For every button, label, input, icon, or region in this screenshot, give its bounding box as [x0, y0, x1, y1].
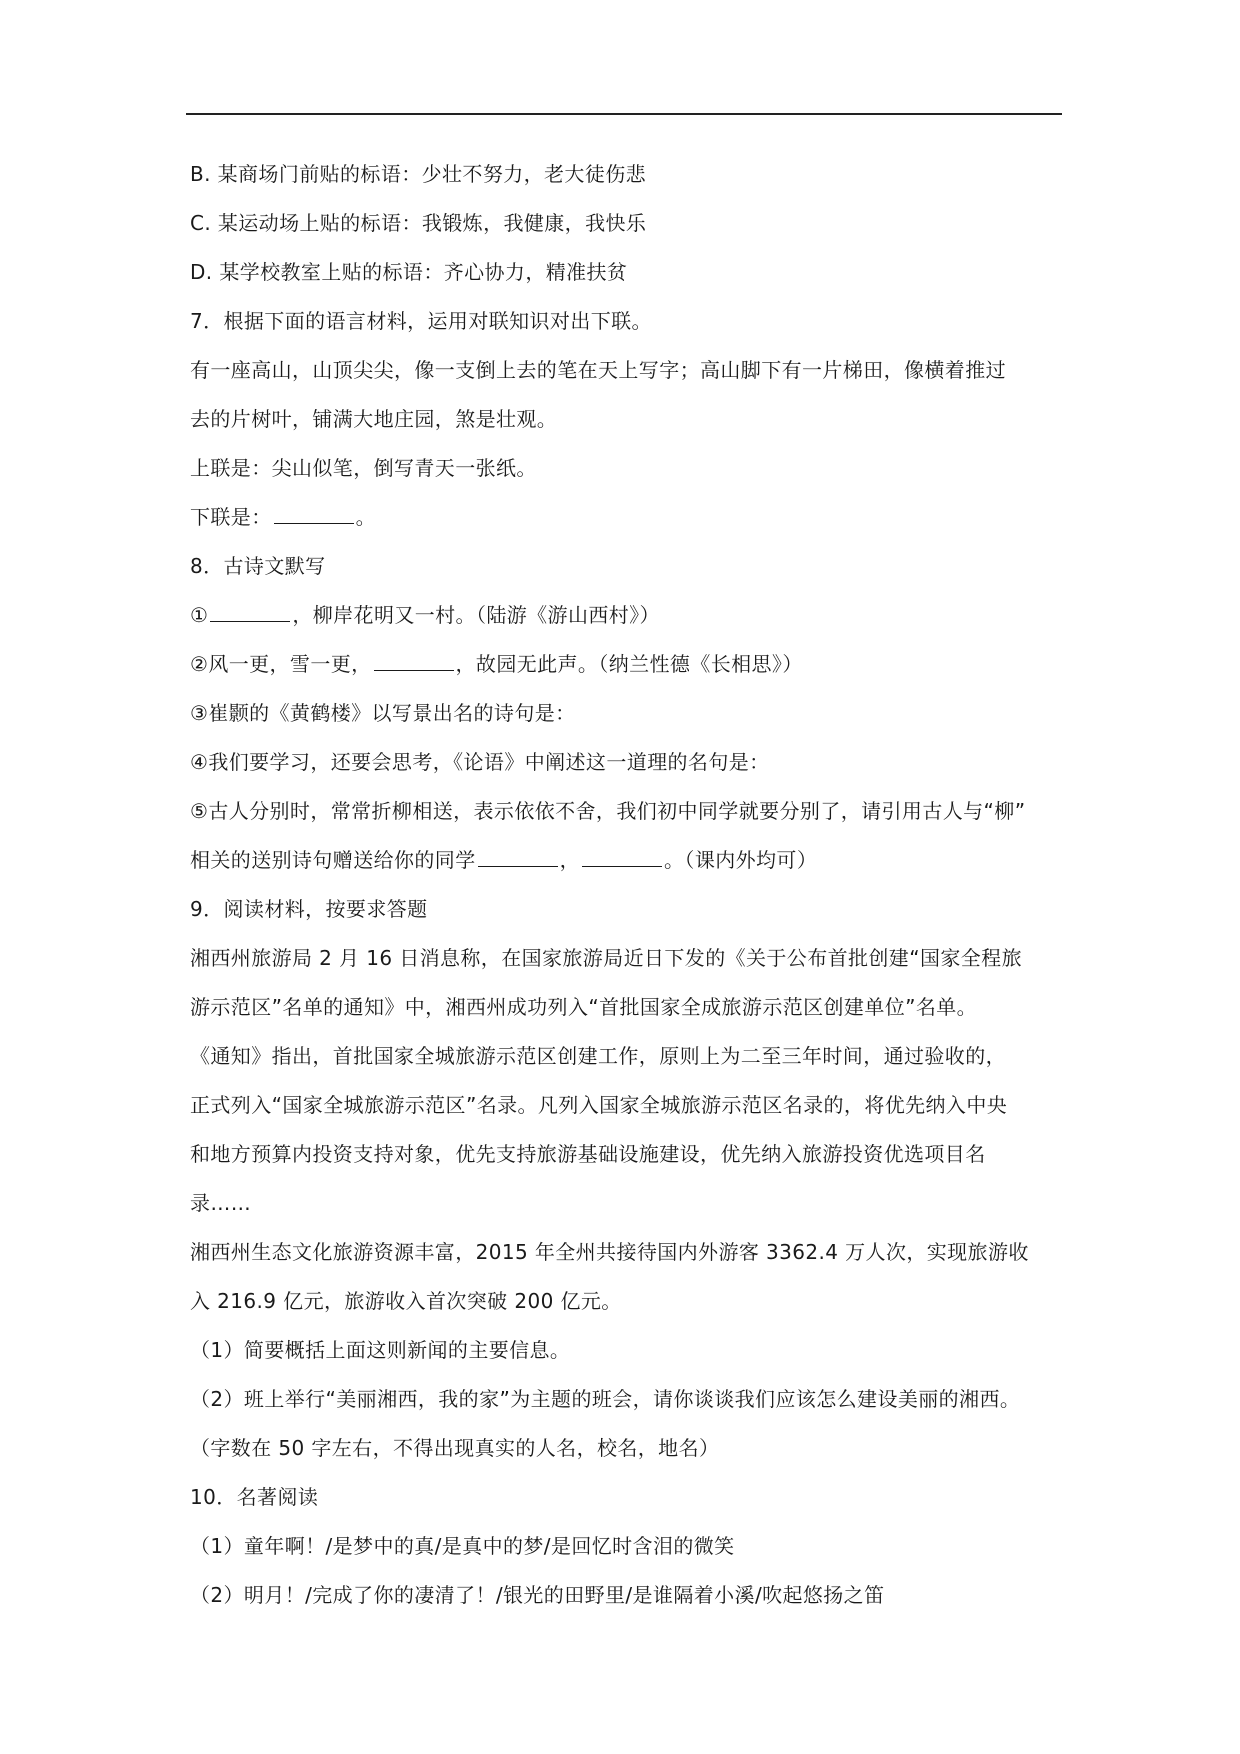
text-segment: D. 某学校教室上贴的标语：齐心协力，精准扶贫 — [190, 260, 628, 284]
text-line — [190, 199, 1060, 248]
text-line — [190, 787, 1060, 836]
text-line — [190, 1424, 1060, 1473]
text-segment: 上联是：尖山似笔，倒写青天一张纸。 — [190, 456, 537, 480]
text-line — [190, 640, 1060, 689]
text-segment: （1）简要概括上面这则新闻的主要信息。 — [190, 1338, 571, 1362]
text-line — [190, 836, 1060, 885]
text-line — [190, 297, 1060, 346]
text-line — [190, 1081, 1060, 1130]
text-segment: 湘西州旅游局 2 月 16 日消息称，在国家旅游局近日下发的《关于公布首批创建“国家全程旅 — [190, 946, 1022, 970]
header-rule — [186, 113, 1062, 115]
text-segment: 游示范区”名单的通知》中，湘西州成功列入“首批国家全成旅游示范区创建单位”名单。 — [190, 995, 978, 1019]
text-line — [190, 591, 1060, 640]
text-segment: 录…… — [190, 1191, 252, 1215]
text-line — [190, 983, 1060, 1032]
text-line — [190, 1522, 1060, 1571]
document-body — [190, 150, 1060, 1620]
text-segment: 《通知》指出，首批国家全城旅游示范区创建工作，原则上为二至三年时间，通过验收的， — [190, 1044, 1006, 1068]
text-line — [190, 248, 1060, 297]
answer-blank — [582, 848, 662, 867]
text-segment: ②风一更，雪一更， — [190, 652, 372, 676]
text-line — [190, 150, 1060, 199]
text-segment: 湘西州生态文化旅游资源丰富，2015 年全州共接待国内外游客 3362.4 万人次，实现旅游收 — [190, 1240, 1029, 1264]
text-line — [190, 1032, 1060, 1081]
text-segment: （2）班上举行“美丽湘西，我的家”为主题的班会，请你谈谈我们应该怎么建设美丽的湘西。 — [190, 1387, 1021, 1411]
text-line — [190, 542, 1060, 591]
text-segment: ， — [559, 848, 581, 872]
text-segment: 入 216.9 亿元，旅游收入首次突破 200 亿元。 — [190, 1289, 622, 1313]
answer-blank — [274, 505, 354, 524]
text-segment: 去的片树叶，铺满大地庄园，煞是壮观。 — [190, 407, 558, 431]
text-segment: 下联是： — [190, 505, 272, 529]
text-segment: 相关的送别诗句赠送给你的同学 — [190, 848, 476, 872]
text-line — [190, 1277, 1060, 1326]
text-segment: ① — [190, 603, 209, 627]
text-segment: C. 某运动场上贴的标语：我锻炼，我健康，我快乐 — [190, 211, 647, 235]
answer-blank — [374, 652, 454, 671]
text-line — [190, 1375, 1060, 1424]
text-line — [190, 1179, 1060, 1228]
text-segment: ④我们要学习，还要会思考，《论语》中阐述这一道理的名句是： — [190, 750, 770, 774]
text-segment: 正式列入“国家全城旅游示范区”名录。凡列入国家全城旅游示范区名录的，将优先纳入中央 — [190, 1093, 1008, 1117]
text-segment: 9．阅读材料，按要求答题 — [190, 897, 428, 921]
text-segment: ③崔颢的《黄鹤楼》以写景出名的诗句是： — [190, 701, 576, 725]
text-line — [190, 934, 1060, 983]
text-segment: （字数在 50 字左右，不得出现真实的人名，校名，地名） — [190, 1436, 720, 1460]
text-line — [190, 1473, 1060, 1522]
text-line — [190, 885, 1060, 934]
text-line — [190, 493, 1060, 542]
text-line — [190, 444, 1060, 493]
text-line — [190, 1326, 1060, 1375]
text-segment: 。（课内外均可） — [664, 848, 818, 872]
text-segment: （2）明月！/完成了你的凄清了！/银光的田野里/是谁隔着小溪/吹起悠扬之笛 — [190, 1583, 885, 1607]
text-line — [190, 1130, 1060, 1179]
text-segment: 10．名著阅读 — [190, 1485, 319, 1509]
text-segment: （1）童年啊！/是梦中的真/是真中的梦/是回忆时含泪的微笑 — [190, 1534, 735, 1558]
text-segment: 。 — [355, 505, 377, 529]
text-segment: 7．根据下面的语言材料，运用对联知识对出下联。 — [190, 309, 652, 333]
answer-blank — [478, 848, 558, 867]
text-segment: 有一座高山，山顶尖尖，像一支倒上去的笔在天上写字；高山脚下有一片梯田，像横着推过 — [190, 358, 1006, 382]
text-segment: 8．古诗文默写 — [190, 554, 326, 578]
text-line — [190, 1228, 1060, 1277]
answer-blank — [210, 603, 290, 622]
text-line — [190, 689, 1060, 738]
text-line — [190, 395, 1060, 444]
text-segment: ⑤古人分别时，常常折柳相送，表示依依不舍，我们初中同学就要分别了，请引用古人与“柳” — [190, 799, 1026, 823]
text-segment: B. 某商场门前贴的标语：少壮不努力，老大徒伤悲 — [190, 162, 647, 186]
text-segment: ，故园无此声。（纳兰性德《长相思》） — [455, 652, 803, 676]
text-segment: 和地方预算内投资支持对象，优先支持旅游基础设施建设，优先纳入旅游投资优选项目名 — [190, 1142, 986, 1166]
text-line — [190, 738, 1060, 787]
text-line — [190, 1571, 1060, 1620]
text-line — [190, 346, 1060, 395]
text-segment: ，柳岸花明又一村。（陆游《游山西村》） — [292, 603, 660, 627]
